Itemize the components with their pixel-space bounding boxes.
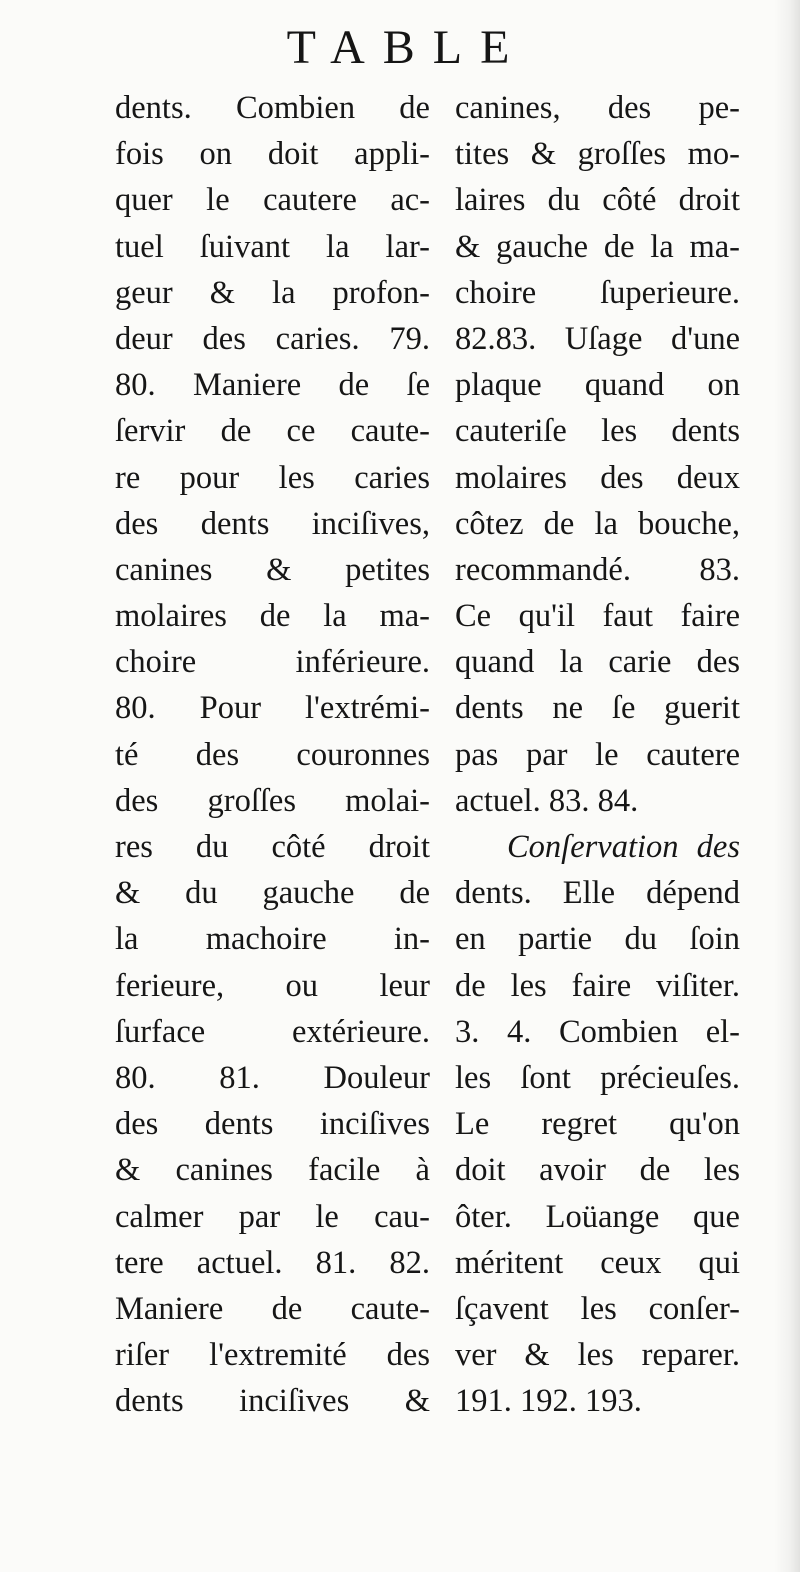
- index-line: canines & petites: [115, 551, 430, 588]
- index-line: res du côté droit: [115, 829, 430, 865]
- index-line: & du gauche de: [115, 875, 430, 912]
- index-line: 82.83. Uſage d'une: [455, 320, 740, 357]
- index-line: Maniere de caute-: [115, 1290, 430, 1327]
- index-line: geur & la profon-: [115, 274, 430, 311]
- index-line: quand la carie des: [455, 644, 740, 681]
- index-line-entry-start: [455, 824, 740, 870]
- index-line: choire ſuperieure.: [455, 274, 740, 311]
- index-line: Le regret qu'on: [455, 1106, 740, 1143]
- index-line: 191. 192. 193.: [455, 1383, 642, 1420]
- index-line: actuel. 83. 84.: [455, 782, 639, 819]
- index-line: laires du côté droit: [455, 182, 740, 219]
- index-line: méritent ceux qui: [455, 1244, 740, 1281]
- index-line: & canines facile à: [115, 1152, 430, 1189]
- index-line: les ſont précieuſes.: [455, 1059, 740, 1096]
- index-line: quer le cautere ac-: [115, 182, 430, 219]
- index-line: riſer l'extremité des: [115, 1337, 430, 1374]
- index-line: & gauche de la ma-: [455, 228, 740, 265]
- index-line: dents. Elle dépend: [455, 875, 740, 912]
- index-line: dents inciſives &: [115, 1383, 430, 1420]
- index-column-right: [455, 85, 740, 1424]
- index-line: tere actuel. 81. 82.: [115, 1244, 430, 1281]
- page-edge-shadow: [774, 0, 800, 1572]
- index-line: des dents inciſives: [115, 1106, 430, 1143]
- index-line: calmer par le cau-: [115, 1198, 430, 1235]
- index-line: dents. Combien de: [115, 90, 430, 126]
- index-column-left: [115, 85, 430, 1424]
- index-line: cauteriſe les dents: [455, 413, 740, 450]
- index-line: 3. 4. Combien el-: [455, 1013, 740, 1050]
- index-line: molaires des deux: [455, 459, 740, 496]
- index-line: tuel ſuivant la lar-: [115, 228, 430, 265]
- index-line: ôter. Loüange que: [455, 1198, 740, 1235]
- index-line: de les faire viſiter.: [455, 967, 740, 1004]
- index-line: en partie du ſoin: [455, 921, 740, 958]
- index-line: molaires de la ma-: [115, 598, 430, 635]
- index-line: té des couronnes: [115, 736, 430, 773]
- index-line: deur des caries. 79.: [115, 320, 430, 357]
- index-line: 80. Pour l'extrémi-: [115, 690, 430, 727]
- index-line: doit avoir de les: [455, 1152, 740, 1189]
- index-line: choire inférieure.: [115, 644, 430, 681]
- index-line: ſurface extérieure.: [115, 1013, 430, 1050]
- index-keyword: Conſervation des: [507, 829, 740, 865]
- index-line: plaque quand on: [455, 367, 740, 404]
- index-line: des groſſes molai-: [115, 782, 430, 819]
- index-line: Ce qu'il faut faire: [455, 598, 740, 635]
- index-line: côtez de la bouche,: [455, 505, 740, 542]
- index-line: la machoire in-: [115, 921, 430, 958]
- index-line: canines, des pe-: [455, 90, 740, 126]
- index-line: 80. 81. Douleur: [115, 1059, 430, 1096]
- index-line: re pour les caries: [115, 459, 430, 496]
- index-line: des dents inciſives,: [115, 505, 430, 542]
- index-line: ferieure, ou leur: [115, 967, 430, 1004]
- index-line: pas par le cautere: [455, 736, 740, 773]
- index-line: ſçavent les conſer-: [455, 1290, 740, 1327]
- running-head: TABLE: [286, 21, 528, 74]
- index-line: ver & les reparer.: [455, 1337, 740, 1374]
- index-line: recommandé. 83.: [455, 551, 740, 588]
- index-line: 80. Maniere de ſe: [115, 367, 430, 404]
- index-line: dents ne ſe guerit: [455, 690, 740, 727]
- index-line: tites & groſſes mo-: [455, 136, 740, 173]
- index-line: fois on doit appli-: [115, 136, 430, 173]
- index-line: ſervir de ce caute-: [115, 413, 430, 450]
